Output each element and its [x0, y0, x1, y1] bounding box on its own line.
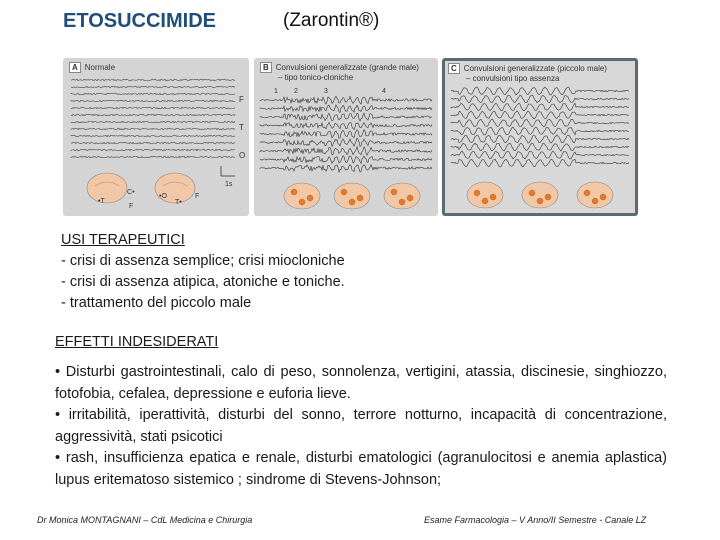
effects-heading: EFFETTI INDESIDERATI	[55, 334, 219, 350]
panel-letter: A	[69, 62, 81, 73]
uses-item: - crisi di assenza atipica, atoniche e toniche.	[61, 274, 345, 290]
panel-label-line1: Convulsioni generalizzate (piccolo male)	[463, 64, 607, 73]
effects-item: • irritabilità, iperattività, disturbi del sonno, terrore notturno, incapacità di concentrazione, aggressività, stati psicotici	[55, 407, 667, 445]
eeg-trace	[260, 96, 432, 104]
brain-diagrams-grand-mal	[284, 183, 420, 209]
eeg-trace	[260, 165, 432, 172]
panel-label: Normale	[84, 63, 116, 72]
marker-c: C	[127, 189, 133, 196]
eeg-trace	[451, 119, 629, 127]
marker-o: O	[161, 193, 167, 200]
lead-label-o: O	[239, 151, 246, 160]
lead-label-t: T	[239, 123, 244, 132]
eeg-trace	[451, 87, 629, 95]
eeg-trace	[260, 105, 432, 113]
eeg-trace	[71, 135, 235, 137]
eeg-trace	[260, 130, 432, 138]
eeg-panel-petit-mal	[442, 58, 638, 216]
side-effects-list	[55, 362, 667, 491]
page-title: ETOSUCCIMIDE	[63, 10, 216, 32]
page-subtitle: (Zarontin®)	[283, 10, 380, 31]
uses-heading: USI TERAPEUTICI	[61, 232, 185, 248]
lead-label-f: F	[239, 95, 244, 104]
eeg-trace	[71, 121, 235, 123]
eeg-trace	[71, 114, 235, 116]
panel-letter: B	[260, 62, 272, 73]
side-effects-heading-wrap	[55, 332, 218, 353]
marker-t2: T	[175, 199, 180, 206]
panel-label-line1: Convulsioni generalizzate (grande male)	[275, 63, 419, 72]
phase-number-2: 2	[294, 88, 298, 95]
effects-item: • rash, insufficienza epatica e renale, disturbi ematologici (agranulocitosi e anemia aplastica) lupus eritematoso sistemico ; sindrome di Stevens-Johnson;	[55, 450, 667, 488]
eeg-trace	[260, 147, 432, 156]
eeg-trace	[71, 86, 235, 88]
marker-t: T	[100, 198, 105, 205]
svg-text:•O: •O	[159, 193, 167, 200]
eeg-traces-petit-mal	[445, 61, 635, 213]
phase-number-1: 1	[274, 88, 278, 95]
eeg-trace	[451, 103, 629, 111]
eeg-trace	[451, 151, 629, 159]
eeg-trace	[71, 149, 235, 151]
eeg-trace	[451, 135, 629, 143]
footer-left: Dr Monica MONTAGNANI – CdL Medicina e Chirurgia	[37, 515, 253, 525]
svg-text:T•: T•	[175, 199, 182, 206]
scale-label: 1s	[225, 181, 233, 188]
eeg-trace	[71, 128, 235, 130]
panel-letter: C	[448, 63, 460, 74]
eeg-panel-grand-mal	[254, 58, 438, 216]
brain-diagrams-petit-mal	[467, 182, 613, 208]
eeg-panel-normal	[63, 58, 249, 216]
eeg-trace	[451, 111, 629, 119]
marker-f2: F	[195, 193, 200, 200]
eeg-trace	[451, 95, 629, 103]
eeg-trace	[260, 122, 432, 129]
footer-right: Esame Farmacologia – V Anno/II Semestre - Canale LZ	[424, 515, 647, 525]
eeg-trace	[71, 93, 235, 95]
eeg-trace	[71, 100, 235, 102]
svg-text:C•: C•	[127, 189, 135, 196]
eeg-trace	[260, 113, 432, 121]
eeg-trace	[260, 138, 432, 146]
therapeutic-uses	[61, 230, 345, 314]
eeg-trace	[71, 142, 235, 144]
uses-item: - trattamento del piccolo male	[61, 295, 252, 311]
eeg-trace	[451, 143, 629, 151]
effects-item: • Disturbi gastrointestinali, calo di peso, sonnolenza, vertigini, atassia, discinesie, singhiozzo, fotofobia, cefalea, depressione e euforia lieve.	[55, 364, 667, 402]
eeg-trace	[451, 127, 629, 135]
eeg-trace	[260, 156, 432, 164]
brain-diagram-right	[155, 173, 199, 206]
brain-diagram-left	[87, 173, 135, 210]
eeg-traces-normal	[63, 58, 249, 216]
eeg-traces-grand-mal	[254, 58, 438, 216]
eeg-trace	[71, 79, 235, 81]
panel-label-line2: – convulsioni tipo assenza	[466, 74, 560, 83]
uses-item: - crisi di assenza semplice; crisi miocloniche	[61, 253, 345, 269]
svg-text:•T: •T	[98, 198, 105, 205]
eeg-trace	[451, 159, 629, 167]
eeg-trace	[71, 107, 235, 109]
marker-f: F	[129, 203, 134, 210]
panel-label-line2: – tipo tonico-cloniche	[278, 73, 354, 82]
phase-number-3: 3	[324, 88, 328, 95]
eeg-trace	[71, 156, 235, 158]
phase-number-4: 4	[382, 88, 386, 95]
